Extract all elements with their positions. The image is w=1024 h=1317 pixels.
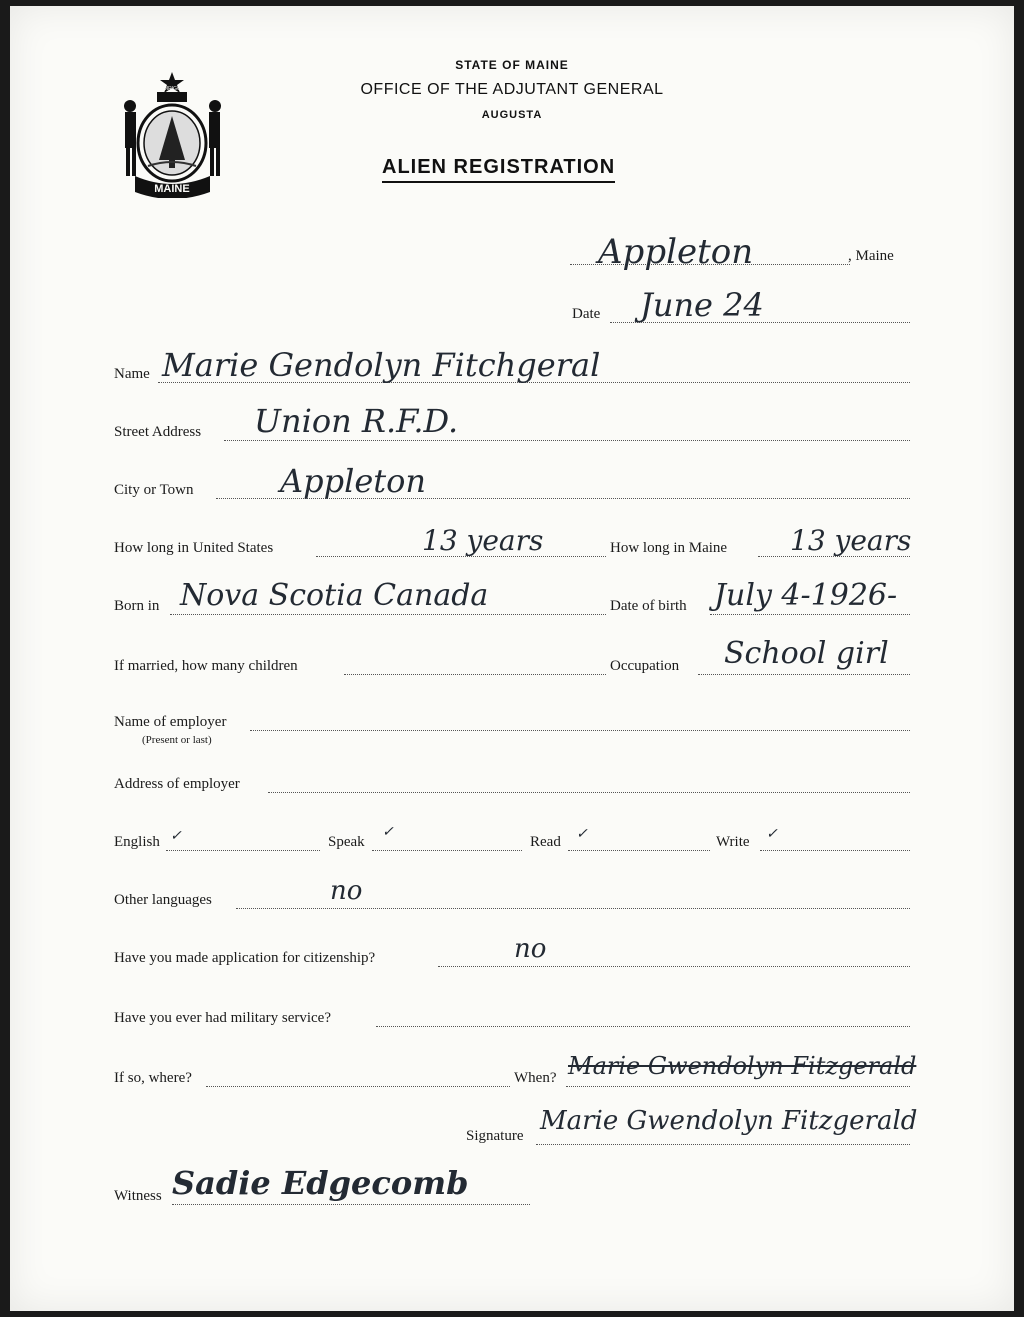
name-entry: Marie Gendolyn Fitchgeral — [162, 346, 601, 384]
born-in-label: Born in — [114, 598, 160, 614]
city-entry: Appleton — [280, 462, 426, 500]
when-line — [566, 1086, 910, 1087]
seal-motto: DIRIGO — [163, 86, 181, 92]
employer-address-line — [268, 792, 910, 793]
street-label: Street Address — [114, 424, 202, 440]
when-label: When? — [514, 1070, 557, 1086]
maine-label: , Maine — [848, 248, 894, 264]
signature-line — [536, 1144, 910, 1145]
how-long-us-label: How long in United States — [114, 540, 274, 556]
speak-mark: ✓ — [382, 824, 394, 840]
employer-label: Name of employer — [114, 714, 227, 730]
seal-banner-text: MAINE — [154, 183, 190, 195]
form-title: ALIEN REGISTRATION — [382, 156, 615, 183]
english-mark: ✓ — [170, 828, 182, 844]
employer-address-label: Address of employer — [114, 776, 240, 792]
other-languages-line — [236, 908, 910, 909]
married-label: If married, how many children — [114, 658, 298, 674]
signature-label: Signature — [466, 1128, 524, 1144]
date-label: Date — [572, 306, 601, 322]
city-label: City or Town — [114, 482, 194, 498]
town-entry: Appleton — [598, 232, 754, 272]
speak-label: Speak — [328, 834, 365, 850]
write-line — [760, 850, 910, 851]
city-heading: AUGUSTA — [481, 109, 543, 121]
street-entry: Union R.F.D. — [254, 402, 459, 440]
military-line — [376, 1026, 910, 1027]
other-languages-label: Other languages — [114, 892, 212, 908]
other-languages-entry: no — [330, 876, 363, 906]
occupation-label: Occupation — [610, 658, 680, 674]
read-mark: ✓ — [576, 826, 588, 842]
citizenship-entry: no — [514, 934, 547, 964]
dob-entry: July 4-1926- — [714, 578, 898, 613]
street-line — [224, 440, 910, 441]
signature-entry: Marie Gwendolyn Fitzgerald — [540, 1106, 918, 1136]
married-line — [344, 674, 606, 675]
write-label: Write — [716, 834, 750, 850]
where-label: If so, where? — [114, 1070, 192, 1086]
military-label: Have you ever had military service? — [114, 1010, 331, 1026]
born-in-entry: Nova Scotia Canada — [180, 578, 489, 613]
born-in-line — [170, 614, 606, 615]
dob-label: Date of birth — [610, 598, 687, 614]
occupation-line — [698, 674, 910, 675]
where-line — [206, 1086, 510, 1087]
employer-line — [250, 730, 910, 731]
date-entry: June 24 — [640, 286, 764, 324]
write-mark: ✓ — [766, 826, 778, 842]
office-heading: OFFICE OF THE ADJUTANT GENERAL — [360, 81, 664, 98]
english-line — [166, 850, 320, 851]
how-long-maine-entry: 13 years — [790, 524, 912, 557]
witness-entry: Sadie Edgecomb — [172, 1164, 469, 1202]
speak-line — [372, 850, 522, 851]
witness-line — [172, 1204, 530, 1205]
occupation-entry: School girl — [724, 636, 889, 671]
read-label: Read — [530, 834, 561, 850]
registration-form — [10, 6, 1014, 1311]
how-long-us-entry: 13 years — [422, 524, 544, 557]
when-struck-entry: Marie Gwendolyn Fitzgerald — [568, 1052, 917, 1080]
state-heading: STATE OF MAINE — [455, 58, 569, 72]
english-label: English — [114, 834, 160, 850]
dob-line — [710, 614, 910, 615]
witness-label: Witness — [114, 1188, 162, 1204]
name-label: Name — [114, 366, 150, 382]
how-long-maine-label: How long in Maine — [610, 540, 728, 556]
citizenship-label: Have you made application for citizenship? — [114, 950, 376, 966]
citizenship-line — [438, 966, 910, 967]
employer-sub-label: (Present or last) — [142, 734, 212, 746]
read-line — [568, 850, 710, 851]
